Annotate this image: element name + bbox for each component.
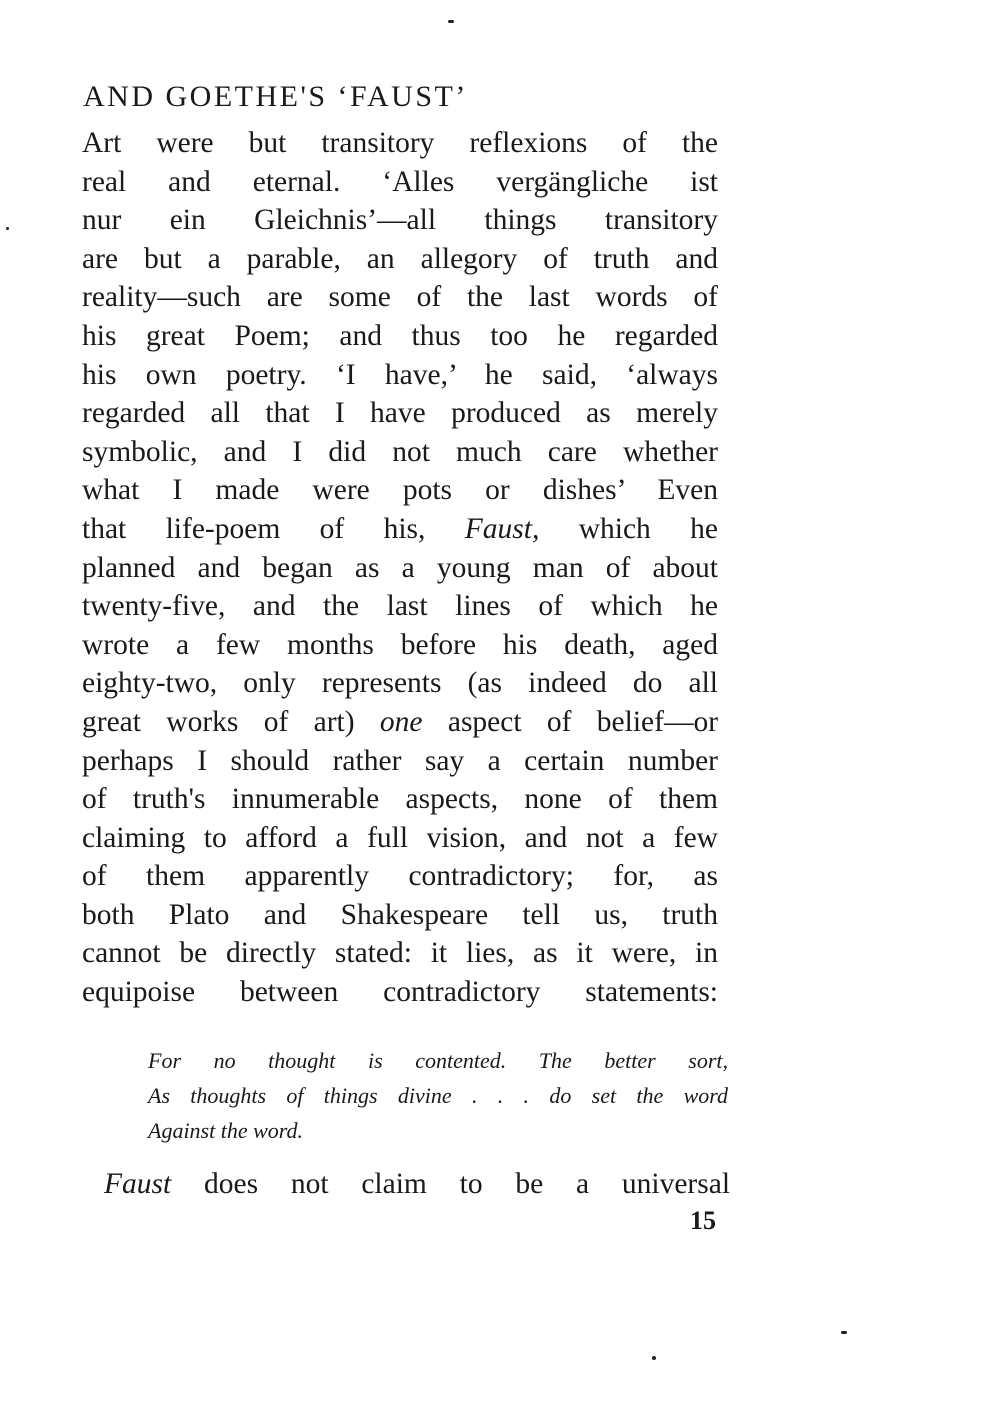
page-number: 15	[690, 1206, 716, 1235]
faust-title: Faust	[104, 1168, 172, 1200]
text-segment: aspect of belief—or	[447, 705, 719, 738]
text-line: cannot be directly stated: it lies, as it were, in	[82, 937, 718, 970]
quote-line: As thoughts of things divine . . . do set the word	[148, 1083, 728, 1108]
text-line: what I made were pots or dishes’ Even	[82, 474, 718, 507]
text-segment: which he	[578, 512, 719, 545]
text-line: real and eternal. ‘Alles vergängliche ist	[82, 165, 718, 198]
text-line: his own poetry. ‘I have,’ he said, ‘always	[82, 358, 718, 391]
running-head: AND GOETHE'S ‘FAUST’	[83, 80, 468, 113]
text-line: planned and began as a young man of about	[82, 551, 718, 584]
text-line	[82, 703, 718, 742]
text-segment: great works of art)	[82, 705, 355, 738]
scan-speck	[6, 227, 9, 230]
body-paragraph	[82, 124, 718, 1012]
text-line: nur ein Gleichnis’—all things transitory	[82, 204, 718, 237]
text-line: of truth's innumerable aspects, none of them	[82, 783, 718, 816]
text-line: his great Poem; and thus too he regarded	[82, 319, 718, 352]
quote-line: Against the word.	[148, 1118, 304, 1143]
text-segment: that life-poem of his,	[82, 512, 426, 545]
text-line: symbolic, and I did not much care whether	[82, 435, 718, 468]
text-line: regarded all that I have produced as merely	[82, 397, 718, 430]
text-line: of them apparently contradictory; for, as	[82, 860, 718, 893]
text-line: equipoise between contradictory statements:	[82, 976, 718, 1009]
text-segment: does not claim to be a universal	[204, 1168, 731, 1200]
text-line: wrote a few months before his death, aged	[82, 628, 718, 661]
scan-speck	[841, 1331, 847, 1334]
text-line: both Plato and Shakespeare tell us, truth	[82, 898, 718, 931]
block-quote	[148, 1043, 728, 1148]
text-line: eighty-two, only represents (as indeed do all	[82, 667, 718, 700]
scan-speck	[652, 1356, 656, 1360]
scan-speck	[448, 20, 454, 23]
text-line: are but a parable, an allegory of truth and	[82, 242, 718, 275]
continuation-line	[104, 1165, 730, 1203]
text-line: reality—such are some of the last words of	[82, 281, 718, 314]
faust-title: Faust,	[464, 512, 540, 545]
text-line: claiming to afford a full vision, and not a few	[82, 821, 718, 854]
text-line: twenty-five, and the last lines of which he	[82, 590, 718, 623]
emphasis-one: one	[379, 705, 423, 738]
quote-line: For no thought is contented. The better sort,	[148, 1048, 728, 1073]
text-line: perhaps I should rather say a certain number	[82, 744, 718, 777]
text-line: Art were but transitory reflexions of the	[82, 127, 718, 159]
text-line	[82, 510, 718, 549]
